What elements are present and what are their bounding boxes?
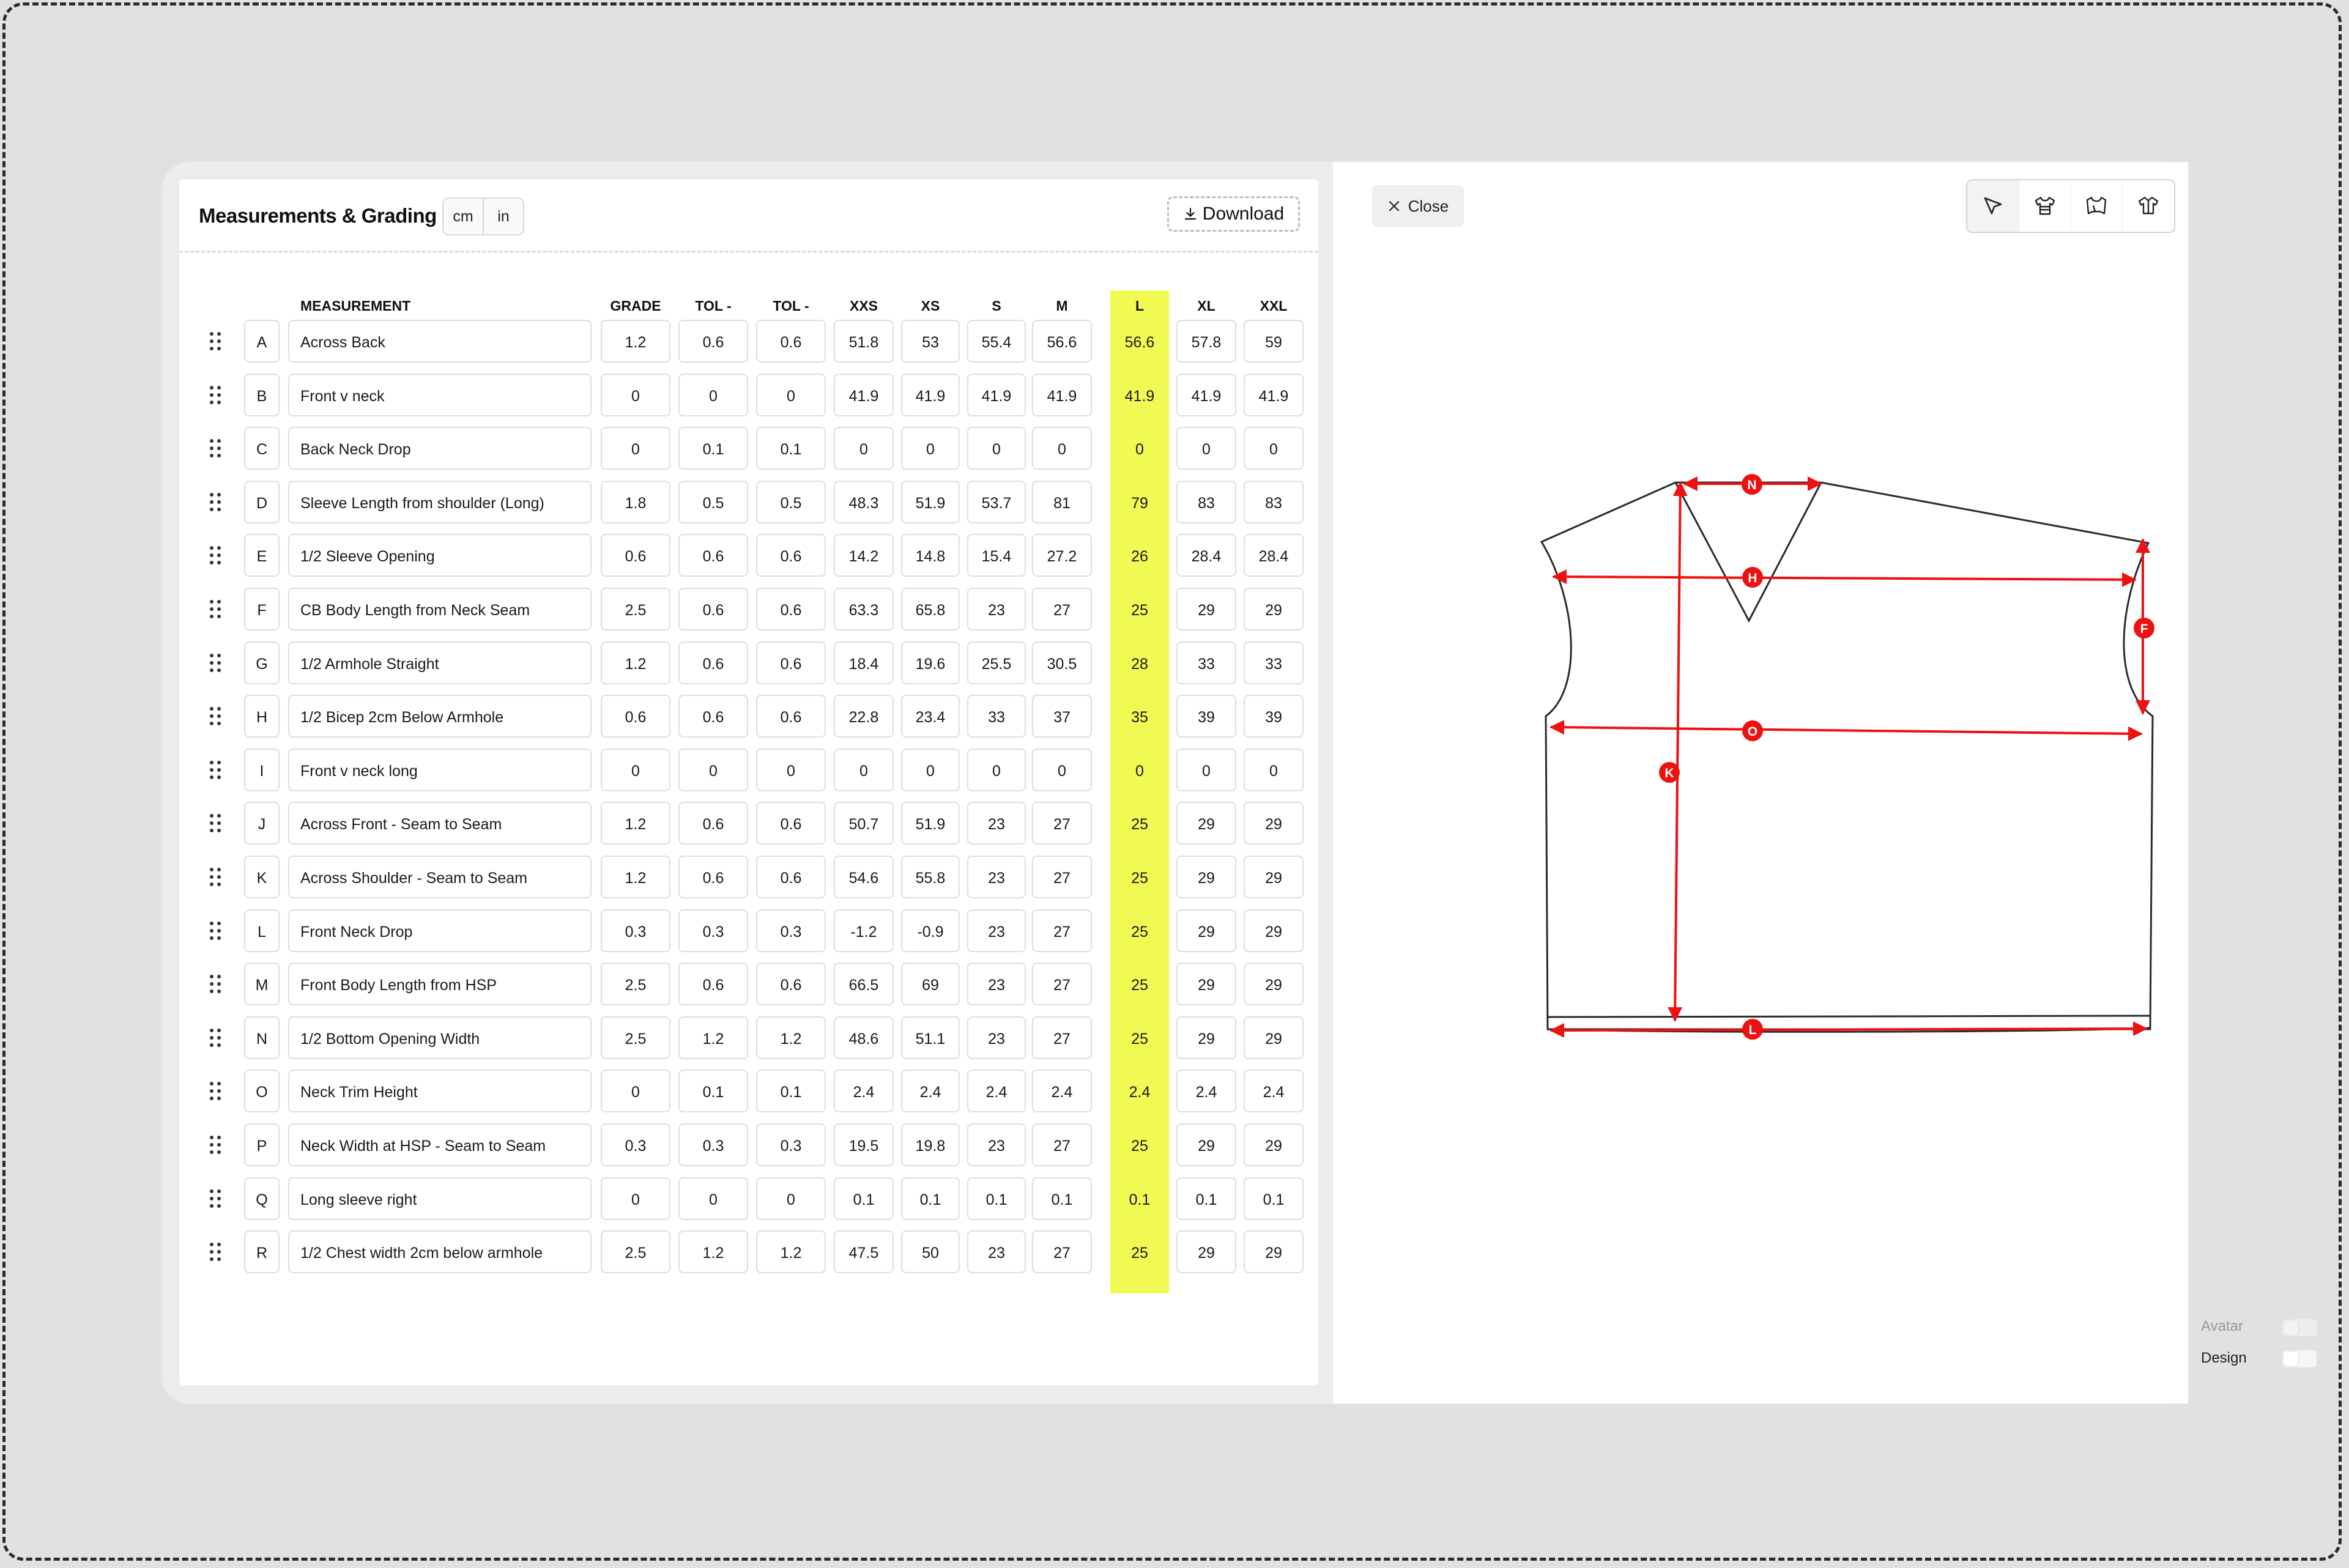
row-code: L: [244, 909, 280, 952]
tolerance-plus-input[interactable]: 0.6: [756, 856, 826, 898]
size-value-cell[interactable]: 23: [967, 909, 1026, 952]
column-header: L: [1135, 298, 1145, 314]
grade-input[interactable]: 2.5: [601, 588, 670, 631]
size-value-cell[interactable]: 22.8: [834, 695, 894, 738]
column-header: XS: [921, 298, 940, 314]
measurement-name-input[interactable]: 1/2 Bottom Opening Width: [288, 1016, 592, 1059]
size-value-cell[interactable]: 19.8: [901, 1123, 960, 1166]
avatar-toggle-label: Avatar: [2201, 1318, 2243, 1334]
size-value-cell[interactable]: 29: [1244, 963, 1304, 1005]
marker-k[interactable]: [1659, 762, 1680, 783]
tolerance-minus-input[interactable]: 0.6: [678, 856, 748, 898]
size-value-cell[interactable]: 0: [901, 749, 960, 791]
column-header: M: [1056, 298, 1068, 314]
grade-input[interactable]: 0.6: [601, 534, 670, 577]
tolerance-minus-input[interactable]: 0.6: [678, 320, 748, 363]
avatar-toggle[interactable]: [2281, 1318, 2318, 1337]
tolerance-minus-input[interactable]: 0.3: [678, 1123, 748, 1166]
drag-handle-icon[interactable]: [207, 545, 223, 566]
tolerance-minus-input[interactable]: 0.1: [678, 427, 748, 470]
measurement-name-input[interactable]: CB Body Length from Neck Seam: [288, 588, 592, 631]
size-value-cell[interactable]: 0: [1244, 427, 1304, 470]
drag-handle-icon[interactable]: [207, 974, 223, 994]
tolerance-minus-input[interactable]: 0: [678, 749, 748, 791]
size-value-cell[interactable]: 51.8: [834, 320, 894, 363]
size-value-cell[interactable]: 28: [1110, 642, 1169, 684]
size-value-cell[interactable]: 0: [1110, 749, 1169, 791]
size-value-cell[interactable]: 0: [834, 749, 894, 791]
grade-input[interactable]: 2.5: [601, 1016, 670, 1059]
size-value-cell[interactable]: 28.4: [1244, 534, 1304, 577]
tolerance-minus-input[interactable]: 0.6: [678, 695, 748, 738]
size-value-cell[interactable]: 23: [967, 1123, 1026, 1166]
marker-l[interactable]: [1742, 1019, 1763, 1040]
panel-header: [179, 179, 1318, 253]
drag-handle-icon[interactable]: [207, 385, 223, 405]
measurement-name-input[interactable]: Front v neck long: [288, 749, 592, 791]
size-value-cell[interactable]: 69: [901, 963, 960, 1005]
measurement-name-input[interactable]: Neck Trim Height: [288, 1070, 592, 1112]
unit-in-button[interactable]: in: [483, 199, 523, 234]
size-value-cell[interactable]: 35: [1110, 695, 1169, 738]
size-value-cell[interactable]: 33: [967, 695, 1026, 738]
measurement-name-input[interactable]: Front Neck Drop: [288, 909, 592, 952]
drag-handle-icon[interactable]: [207, 1241, 223, 1262]
tolerance-plus-input[interactable]: 0.6: [756, 588, 826, 631]
size-value-cell[interactable]: 41.9: [834, 374, 894, 416]
size-value-cell[interactable]: 51.9: [901, 802, 960, 845]
size-value-cell[interactable]: 33: [1176, 642, 1236, 684]
grade-input[interactable]: 0: [601, 427, 670, 470]
unit-toggle: [442, 198, 524, 235]
drag-handle-icon[interactable]: [207, 813, 223, 834]
tolerance-plus-input[interactable]: 0.6: [756, 320, 826, 363]
measurement-name-input[interactable]: Across Back: [288, 320, 592, 363]
measurement-name-input[interactable]: Across Shoulder - Seam to Seam: [288, 856, 592, 898]
size-value-cell[interactable]: 25: [1110, 1016, 1169, 1059]
tolerance-minus-input[interactable]: 0.5: [678, 481, 748, 523]
tolerance-minus-input[interactable]: 0: [678, 374, 748, 416]
size-value-cell[interactable]: 48.3: [834, 481, 894, 523]
size-value-cell[interactable]: 0.1: [967, 1177, 1026, 1220]
tolerance-plus-input[interactable]: 0.1: [756, 427, 826, 470]
tolerance-minus-input[interactable]: 0.6: [678, 963, 748, 1005]
size-value-cell[interactable]: -1.2: [834, 909, 894, 952]
size-value-cell[interactable]: 14.2: [834, 534, 894, 577]
tolerance-minus-input[interactable]: 0.6: [678, 642, 748, 684]
grade-input[interactable]: 0: [601, 374, 670, 416]
row-code: K: [244, 856, 280, 898]
marker-o[interactable]: [1742, 720, 1763, 741]
size-value-cell[interactable]: 25: [1110, 909, 1169, 952]
size-value-cell[interactable]: 28.4: [1176, 534, 1236, 577]
row-code: C: [244, 427, 280, 470]
tolerance-minus-input[interactable]: 0: [678, 1177, 748, 1220]
size-value-cell[interactable]: 25: [1110, 1230, 1169, 1273]
size-value-cell[interactable]: 25: [1110, 1123, 1169, 1166]
size-value-cell[interactable]: 56.6: [1032, 320, 1092, 363]
size-value-cell[interactable]: 33: [1244, 642, 1304, 684]
drag-handle-icon[interactable]: [207, 1081, 223, 1101]
tolerance-minus-input[interactable]: 0.1: [678, 1070, 748, 1112]
size-value-cell[interactable]: 25.5: [967, 642, 1026, 684]
close-label: Close: [1408, 196, 1449, 215]
tolerance-plus-input[interactable]: 0: [756, 1177, 826, 1220]
grade-input[interactable]: 2.5: [601, 1230, 670, 1273]
drag-handle-icon[interactable]: [207, 920, 223, 941]
tolerance-plus-input[interactable]: 0.5: [756, 481, 826, 523]
row-code: N: [244, 1016, 280, 1059]
size-value-cell[interactable]: 27: [1032, 856, 1092, 898]
size-value-cell[interactable]: 41.9: [1032, 374, 1092, 416]
garment-diagram: [1333, 162, 2188, 1403]
size-value-cell[interactable]: 2.4: [1110, 1070, 1169, 1112]
row-code: G: [244, 642, 280, 684]
column-header: TOL -: [695, 298, 732, 314]
size-value-cell[interactable]: 23: [967, 588, 1026, 631]
size-value-cell[interactable]: 2.4: [834, 1070, 894, 1112]
grade-input[interactable]: 1.2: [601, 802, 670, 845]
drag-handle-icon[interactable]: [207, 331, 223, 352]
column-header: MEASUREMENT: [300, 298, 411, 314]
column-header: XXS: [849, 298, 878, 314]
size-value-cell[interactable]: 27: [1032, 588, 1092, 631]
measurement-name-input[interactable]: Front v neck: [288, 374, 592, 416]
size-value-cell[interactable]: 41.9: [1110, 374, 1169, 416]
tolerance-plus-input[interactable]: 0.6: [756, 695, 826, 738]
download-label: Download: [1202, 204, 1285, 224]
size-value-cell[interactable]: 79: [1110, 481, 1169, 523]
size-value-cell[interactable]: 0: [1032, 427, 1092, 470]
tolerance-plus-input[interactable]: 0.6: [756, 802, 826, 845]
drag-handle-icon[interactable]: [207, 492, 223, 512]
size-value-cell[interactable]: 59: [1244, 320, 1304, 363]
drag-handle-icon[interactable]: [207, 599, 223, 619]
drag-handle-icon[interactable]: [207, 1188, 223, 1209]
tolerance-plus-input[interactable]: 0.6: [756, 642, 826, 684]
size-value-cell[interactable]: 0: [1176, 749, 1236, 791]
tolerance-minus-input[interactable]: 0.6: [678, 588, 748, 631]
size-value-cell[interactable]: 0: [901, 427, 960, 470]
drag-handle-icon[interactable]: [207, 1027, 223, 1048]
size-value-cell[interactable]: 25: [1110, 963, 1169, 1005]
measurements-modal: [162, 162, 2247, 1403]
tolerance-minus-input[interactable]: 0.3: [678, 909, 748, 952]
size-value-cell[interactable]: 29: [1176, 1016, 1236, 1059]
size-value-cell[interactable]: 65.8: [901, 588, 960, 631]
size-value-cell[interactable]: 41.9: [901, 374, 960, 416]
size-value-cell[interactable]: 27: [1032, 963, 1092, 1005]
download-icon: [1183, 207, 1198, 221]
size-value-cell[interactable]: 37: [1032, 695, 1092, 738]
size-value-cell[interactable]: 27: [1032, 1230, 1092, 1273]
marker-k-label: K: [1664, 766, 1674, 780]
tolerance-plus-input[interactable]: 0.3: [756, 909, 826, 952]
size-value-cell[interactable]: 26: [1110, 534, 1169, 577]
size-value-cell[interactable]: 29: [1176, 802, 1236, 845]
row-code: E: [244, 534, 280, 577]
tolerance-plus-input[interactable]: 0.6: [756, 963, 826, 1005]
design-toggle-label: Design: [2201, 1350, 2247, 1366]
size-value-cell[interactable]: 81: [1032, 481, 1092, 523]
grade-input[interactable]: 0.3: [601, 909, 670, 952]
grade-input[interactable]: 0: [601, 1177, 670, 1220]
tolerance-minus-input[interactable]: 1.2: [678, 1016, 748, 1059]
size-value-cell[interactable]: 50.7: [834, 802, 894, 845]
measurement-name-input[interactable]: Across Front - Seam to Seam: [288, 802, 592, 845]
size-value-cell[interactable]: 27: [1032, 909, 1092, 952]
size-value-cell[interactable]: 54.6: [834, 856, 894, 898]
row-code: R: [244, 1230, 280, 1273]
size-value-cell[interactable]: 55.4: [967, 320, 1026, 363]
size-value-cell[interactable]: 23: [967, 1016, 1026, 1059]
size-value-cell[interactable]: 29: [1244, 1123, 1304, 1166]
size-value-cell[interactable]: 29: [1176, 588, 1236, 631]
size-value-cell[interactable]: 19.5: [834, 1123, 894, 1166]
row-code: J: [244, 802, 280, 845]
size-value-cell[interactable]: 0: [834, 427, 894, 470]
panel-title: Measurements & Grading: [199, 204, 437, 227]
size-value-cell[interactable]: 2.4: [967, 1070, 1026, 1112]
size-value-cell[interactable]: 39: [1176, 695, 1236, 738]
size-value-cell[interactable]: 25: [1110, 802, 1169, 845]
size-value-cell[interactable]: 0.1: [834, 1177, 894, 1220]
size-value-cell[interactable]: 25: [1110, 588, 1169, 631]
tolerance-plus-input[interactable]: 0.3: [756, 1123, 826, 1166]
measurement-name-input[interactable]: 1/2 Armhole Straight: [288, 642, 592, 684]
size-value-cell[interactable]: 39: [1244, 695, 1304, 738]
tolerance-plus-input[interactable]: 0.6: [756, 534, 826, 577]
size-value-cell[interactable]: 18.4: [834, 642, 894, 684]
garment-hem-line: [1547, 1016, 2150, 1017]
size-value-cell[interactable]: 0.1: [1110, 1177, 1169, 1220]
size-value-cell[interactable]: 56.6: [1110, 320, 1169, 363]
size-value-cell[interactable]: 27: [1032, 802, 1092, 845]
marker-n[interactable]: [1742, 474, 1762, 495]
measurement-name-input[interactable]: Back Neck Drop: [288, 427, 592, 470]
size-value-cell[interactable]: 2.4: [1244, 1070, 1304, 1112]
size-value-cell[interactable]: 23: [967, 802, 1026, 845]
grade-input[interactable]: 0.6: [601, 695, 670, 738]
garment-outline: [1542, 483, 2153, 1029]
size-value-cell[interactable]: 41.9: [1176, 374, 1236, 416]
size-value-cell[interactable]: 29: [1176, 1230, 1236, 1273]
measurement-name-input[interactable]: Front Body Length from HSP: [288, 963, 592, 1005]
size-value-cell[interactable]: -0.9: [901, 909, 960, 952]
size-value-cell[interactable]: 53.7: [967, 481, 1026, 523]
size-value-cell[interactable]: 23.4: [901, 695, 960, 738]
row-code: I: [244, 749, 280, 791]
design-toggle[interactable]: [2281, 1349, 2318, 1369]
marker-o-label: O: [1747, 725, 1758, 739]
size-value-cell[interactable]: 15.4: [967, 534, 1026, 577]
size-value-cell[interactable]: 25: [1110, 856, 1169, 898]
size-value-cell[interactable]: 51.1: [901, 1016, 960, 1059]
drag-handle-icon[interactable]: [207, 867, 223, 887]
size-value-cell[interactable]: 0: [967, 749, 1026, 791]
size-value-cell[interactable]: 14.8: [901, 534, 960, 577]
drag-handle-icon[interactable]: [207, 653, 223, 673]
size-value-cell[interactable]: 63.3: [834, 588, 894, 631]
row-code: B: [244, 374, 280, 416]
size-value-cell[interactable]: 53: [901, 320, 960, 363]
grade-input[interactable]: 2.5: [601, 963, 670, 1005]
size-value-cell[interactable]: 23: [967, 856, 1026, 898]
drag-handle-icon[interactable]: [207, 760, 223, 780]
size-value-cell[interactable]: 27.2: [1032, 534, 1092, 577]
size-value-cell[interactable]: 0: [1110, 427, 1169, 470]
tolerance-minus-input[interactable]: 0.6: [678, 534, 748, 577]
size-value-cell[interactable]: 0.1: [1244, 1177, 1304, 1220]
column-header: XXL: [1260, 298, 1288, 314]
grade-input[interactable]: 0: [601, 1070, 670, 1112]
size-value-cell[interactable]: 41.9: [967, 374, 1026, 416]
size-value-cell[interactable]: 27: [1032, 1123, 1092, 1166]
size-value-cell[interactable]: 29: [1176, 909, 1236, 952]
row-code: F: [244, 588, 280, 631]
measurement-name-input[interactable]: Neck Width at HSP - Seam to Seam: [288, 1123, 592, 1166]
size-value-cell[interactable]: 0: [1244, 749, 1304, 791]
tolerance-plus-input[interactable]: 0: [756, 749, 826, 791]
size-value-cell[interactable]: 29: [1176, 856, 1236, 898]
column-header: TOL -: [773, 298, 809, 314]
size-value-cell[interactable]: 23: [967, 1230, 1026, 1273]
size-value-cell[interactable]: 50: [901, 1230, 960, 1273]
size-value-cell[interactable]: 48.6: [834, 1016, 894, 1059]
row-code: Q: [244, 1177, 280, 1220]
size-value-cell[interactable]: 83: [1176, 481, 1236, 523]
size-value-cell[interactable]: 83: [1244, 481, 1304, 523]
size-value-cell[interactable]: 29: [1176, 1123, 1236, 1166]
size-value-cell[interactable]: 2.4: [1176, 1070, 1236, 1112]
grade-input[interactable]: 0: [601, 749, 670, 791]
size-value-cell[interactable]: 29: [1244, 1016, 1304, 1059]
row-code: H: [244, 695, 280, 738]
size-value-cell[interactable]: 55.8: [901, 856, 960, 898]
size-value-cell[interactable]: 23: [967, 963, 1026, 1005]
row-code: A: [244, 320, 280, 363]
tolerance-minus-input[interactable]: 0.6: [678, 802, 748, 845]
size-value-cell[interactable]: 27: [1032, 1016, 1092, 1059]
measurement-name-input[interactable]: Long sleeve right: [288, 1177, 592, 1220]
grade-input[interactable]: 1.2: [601, 320, 670, 363]
measurements-panel: [179, 179, 1318, 1385]
size-value-cell[interactable]: 29: [1176, 963, 1236, 1005]
size-value-cell[interactable]: 0.1: [901, 1177, 960, 1220]
drag-handle-icon[interactable]: [207, 438, 223, 459]
size-value-cell[interactable]: 0: [1032, 749, 1092, 791]
size-value-cell[interactable]: 0.1: [1032, 1177, 1092, 1220]
size-value-cell[interactable]: 66.5: [834, 963, 894, 1005]
marker-h-label: H: [1748, 571, 1757, 585]
grade-input[interactable]: 1.8: [601, 481, 670, 523]
row-code: P: [244, 1123, 280, 1166]
marker-h[interactable]: [1742, 567, 1763, 588]
tolerance-plus-input[interactable]: 0.1: [756, 1070, 826, 1112]
column-header: XL: [1197, 298, 1215, 314]
drag-handle-icon[interactable]: [207, 706, 223, 727]
grade-input[interactable]: 0.3: [601, 1123, 670, 1166]
size-value-cell[interactable]: 30.5: [1032, 642, 1092, 684]
size-value-cell[interactable]: 29: [1244, 909, 1304, 952]
size-value-cell[interactable]: 2.4: [1032, 1070, 1092, 1112]
size-value-cell[interactable]: 0: [967, 427, 1026, 470]
drag-handle-icon[interactable]: [207, 1134, 223, 1155]
grade-input[interactable]: 1.2: [601, 856, 670, 898]
row-code: O: [244, 1070, 280, 1112]
tolerance-minus-input[interactable]: 1.2: [678, 1230, 748, 1273]
size-value-cell[interactable]: 51.9: [901, 481, 960, 523]
measurement-name-input[interactable]: 1/2 Chest width 2cm below armhole: [288, 1230, 592, 1273]
size-value-cell[interactable]: 29: [1244, 856, 1304, 898]
download-button[interactable]: [1167, 196, 1300, 232]
marker-f[interactable]: [2134, 618, 2154, 638]
tolerance-plus-input[interactable]: 0: [756, 374, 826, 416]
grade-input[interactable]: 1.2: [601, 642, 670, 684]
marker-f-label: F: [2140, 622, 2148, 636]
marker-n-label: N: [1747, 478, 1757, 492]
size-value-cell[interactable]: 29: [1244, 802, 1304, 845]
size-value-cell[interactable]: 41.9: [1244, 374, 1304, 416]
size-value-cell[interactable]: 29: [1244, 588, 1304, 631]
row-code: D: [244, 481, 280, 523]
garment-viewer: [1333, 162, 2247, 1403]
size-value-cell[interactable]: 0: [1176, 427, 1236, 470]
size-value-cell[interactable]: 0.1: [1176, 1177, 1236, 1220]
size-value-cell[interactable]: 19.6: [901, 642, 960, 684]
tolerance-plus-input[interactable]: 1.2: [756, 1230, 826, 1273]
size-value-cell[interactable]: 47.5: [834, 1230, 894, 1273]
marker-l-label: L: [1748, 1023, 1757, 1037]
measurement-name-input[interactable]: 1/2 Bicep 2cm Below Armhole: [288, 695, 592, 738]
measurement-name-input[interactable]: 1/2 Sleeve Opening: [288, 534, 592, 577]
column-header: S: [992, 298, 1001, 314]
size-value-cell[interactable]: 57.8: [1176, 320, 1236, 363]
unit-cm-button[interactable]: cm: [453, 208, 473, 225]
size-value-cell[interactable]: 2.4: [901, 1070, 960, 1112]
tolerance-plus-input[interactable]: 1.2: [756, 1016, 826, 1059]
row-code: M: [244, 963, 280, 1005]
measurement-name-input[interactable]: Sleeve Length from shoulder (Long): [288, 481, 592, 523]
size-value-cell[interactable]: 29: [1244, 1230, 1304, 1273]
column-header: GRADE: [610, 298, 661, 314]
